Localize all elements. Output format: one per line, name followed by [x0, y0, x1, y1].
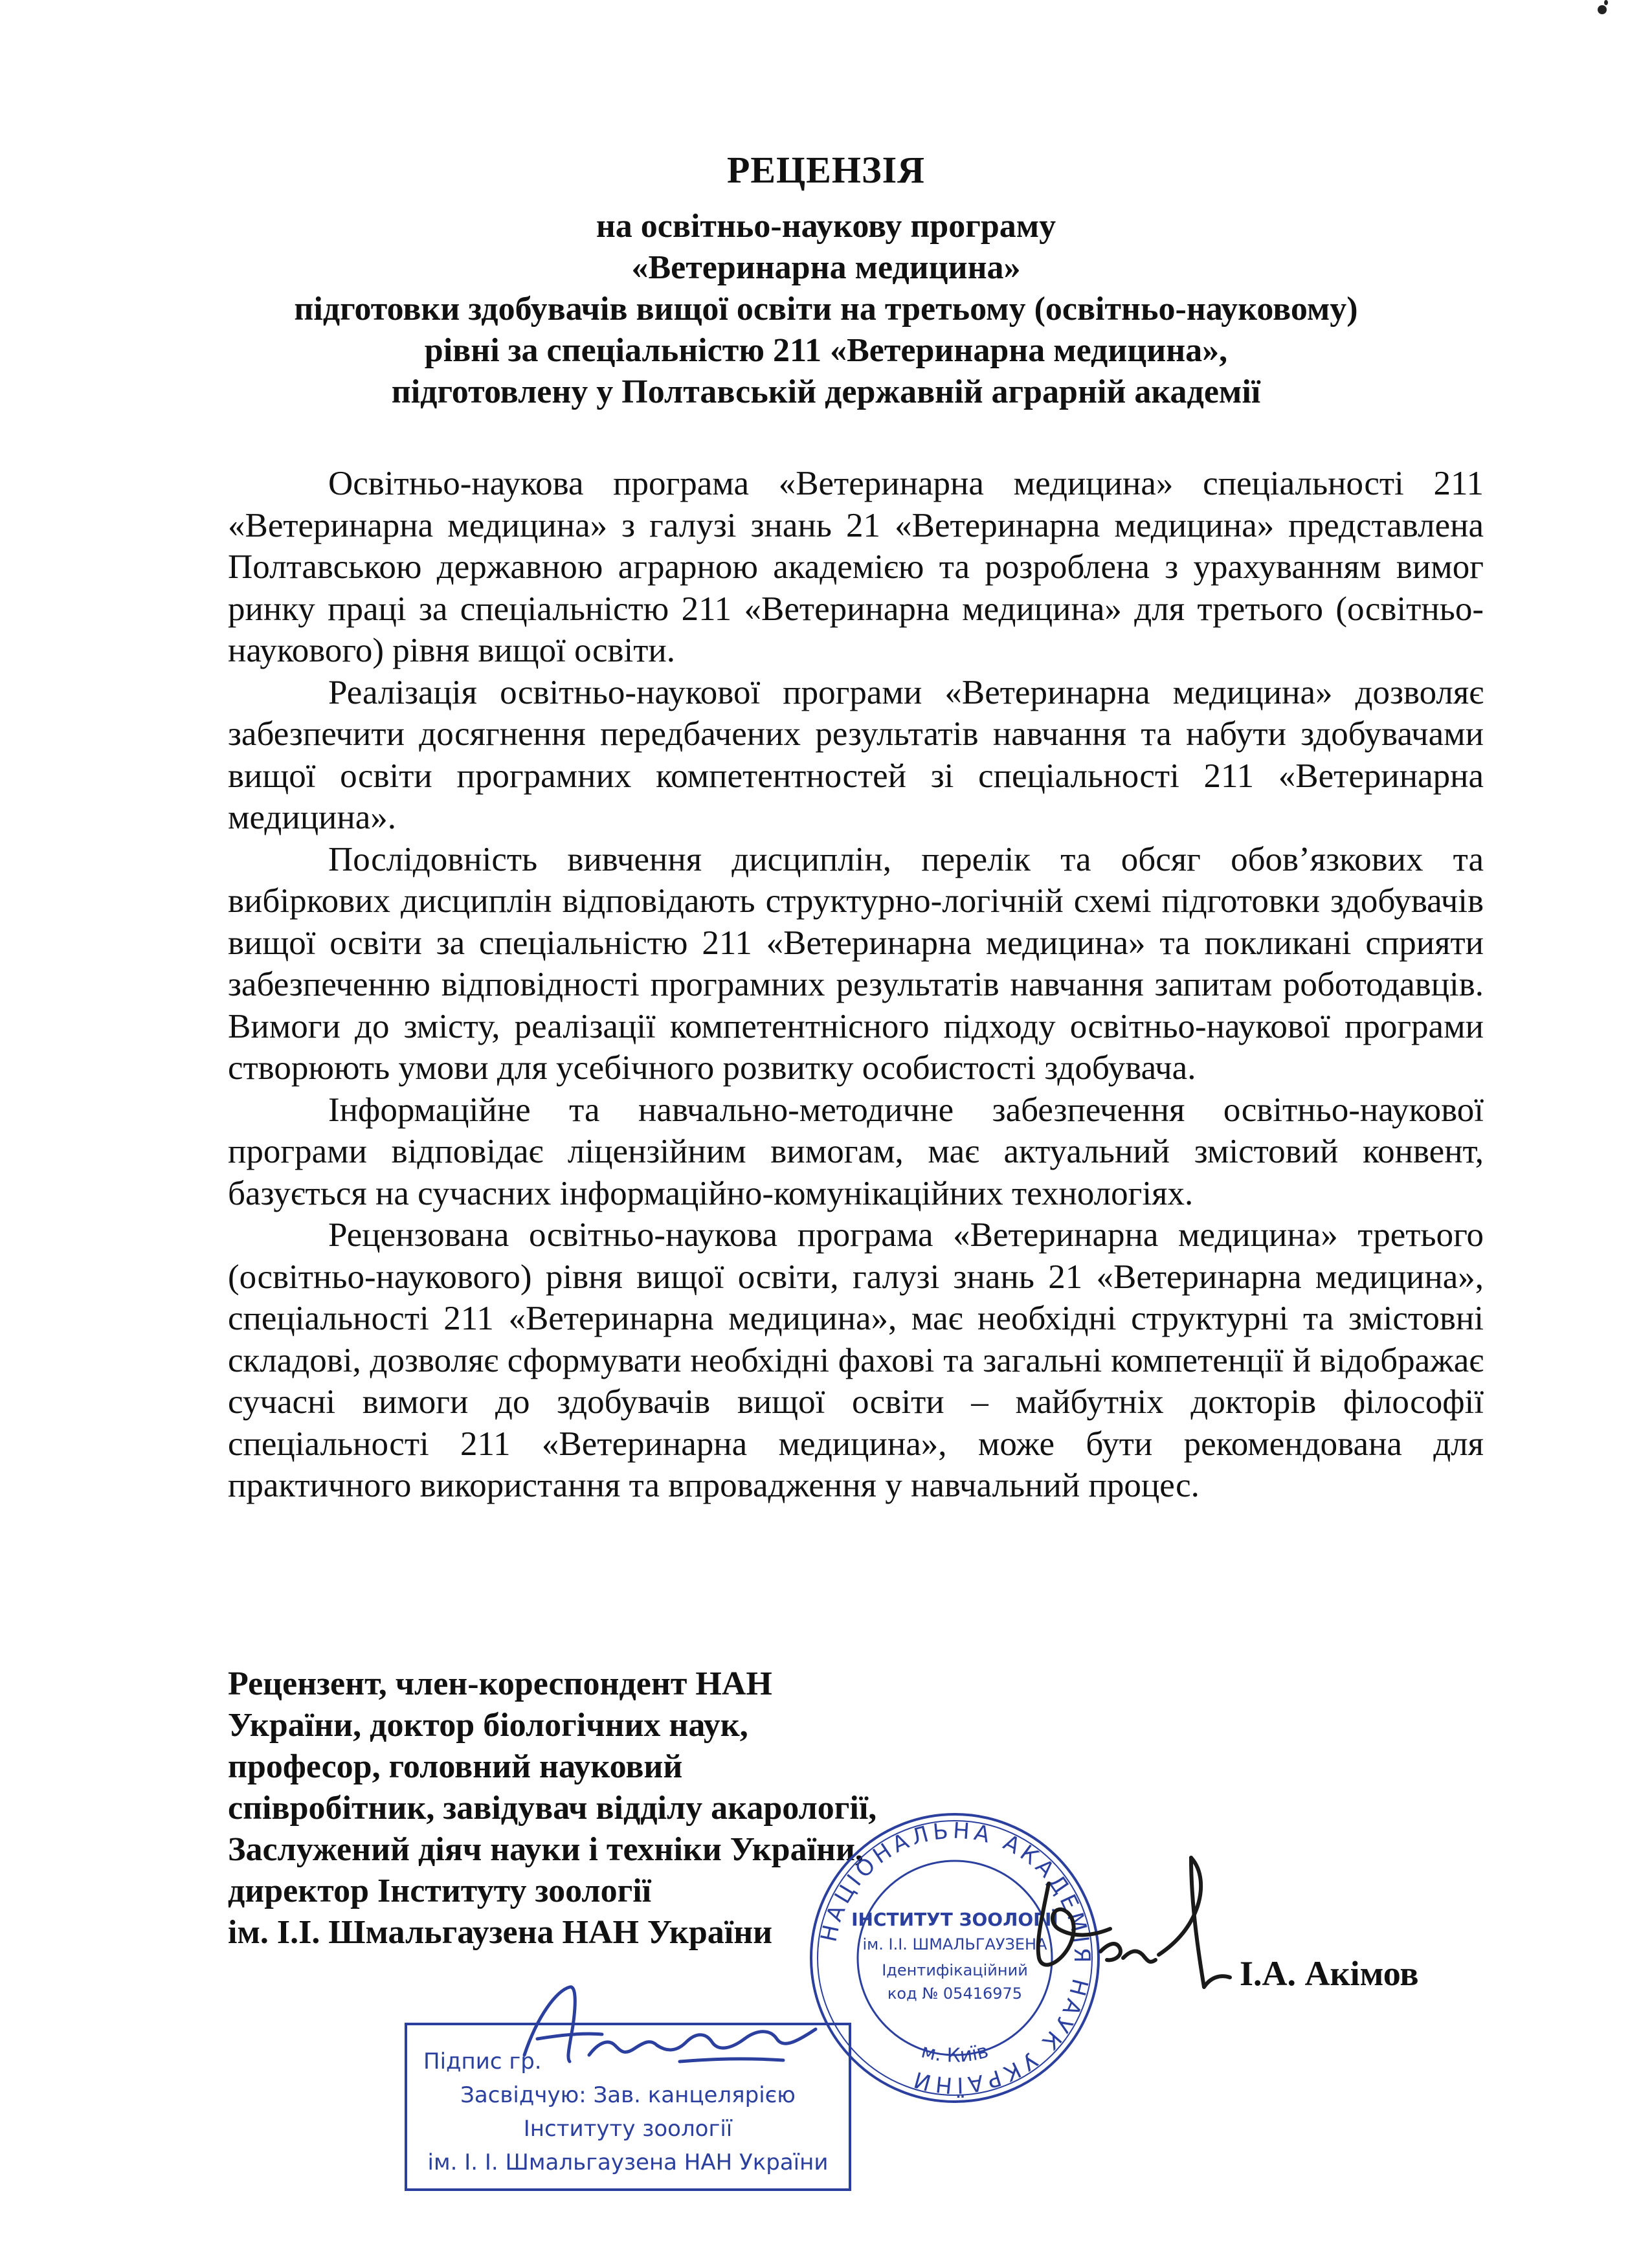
- document-title: РЕЦЕНЗІЯ: [726, 149, 926, 191]
- stamp-line: Підпис гр.: [423, 2049, 542, 2074]
- subtitle-line: підготовлену у Полтавській державній аграрній академії: [391, 373, 1261, 410]
- stamp-line: ім. І. І. Шмальгаузена НАН України: [427, 2150, 829, 2175]
- seal-inner-line: ІНСТИТУТ ЗООЛОГІЇ: [851, 1909, 1058, 1930]
- reviewer-line: Заслужений діяч науки і техніки України,: [228, 1831, 864, 1868]
- reviewer-line: України, доктор біологічних наук,: [228, 1707, 748, 1744]
- seal-outer-text: НАЦІОНАЛЬНА АКАДЕМІЯ НАУК УКРАЇНИ: [816, 1818, 1095, 2098]
- body-paragraph: Інформаційне та навчально-методичне забезпечення освітньо-наукової програми відповідає ліцензійним вимогам, має актуальний змістовий конвент, базується на сучасних інформаційно-комунікаційних технологіях.: [228, 1091, 1484, 1212]
- stamp-signature: [511, 1977, 848, 2087]
- reviewer-line: директор Інституту зоології: [228, 1873, 652, 1909]
- subtitle-line: на освітньо-наукову програму: [596, 208, 1056, 245]
- reviewer-line: Рецензент, член-кореспондент НАН: [228, 1665, 772, 1702]
- reviewer-line: співробітник, завідувач відділу акарології,: [228, 1790, 877, 1827]
- handwritten-signature: [997, 1845, 1269, 2007]
- reviewer-line: професор, головний науковий: [228, 1748, 683, 1785]
- scan-speck: [1598, 5, 1607, 14]
- stamp-line: Засвідчую: Зав. канцелярією: [460, 2082, 796, 2108]
- body-paragraph: Освітньо-наукова програма «Ветеринарна медицина» спеціальності 211 «Ветеринарна медицина» з галузі знань 21 «Ветеринарна медицина» представлена Полтавською державною аграрною академією та розроблена з урахуванням вимог ринку праці за спеціальністю 211 «Ветеринарна медицина» для третього (освітньо-наукового) рівня вищої освіти.: [228, 465, 1484, 669]
- scan-speck: [1604, 0, 1608, 5]
- seal-inner-line: Ідентифікаційний: [882, 1961, 1028, 1979]
- subtitle-line: рівні за спеціальністю 211 «Ветеринарна медицина»,: [424, 332, 1228, 369]
- body-paragraph: Послідовність вивчення дисциплін, перелік та обсяг обов’язкових та вибіркових дисциплін відповідають структурно-логічній схемі підготовки здобувачів вищої освіти за спеціальністю 211 «Ветеринарна медицина» та покликані сприяти забезпеченню відповідності програмних результатів навчання запитам роботодавців. Вимоги до змісту, реалізації компетентнісного підходу освітньо-наукової програми створюють умови для усебічного розвитку особистості здобувача.: [228, 840, 1484, 1087]
- body-paragraph: Реалізація освітньо-наукової програми «Ветеринарна медицина» дозволяє забезпечити досягнення передбачених результатів навчання та набути здобувачами вищої освіти програмних компетентностей зі спеціальності 211 «Ветеринарна медицина».: [228, 673, 1484, 836]
- seal-inner-line: код № 05416975: [887, 1984, 1023, 2003]
- seal-inner-line: ім. І.І. ШМАЛЬГАУЗЕНА: [862, 1935, 1047, 1953]
- subtitle-line: «Ветеринарна медицина»: [631, 249, 1021, 286]
- seal-bottom-text: м. Київ: [919, 2040, 991, 2067]
- document-subtitle: [194, 206, 1458, 413]
- stamp-line: Інституту зоології: [523, 2116, 733, 2142]
- document-body: [228, 463, 1484, 1507]
- subtitle-line: підготовки здобувачів вищої освіти на третьому (освітньо-науковому): [294, 291, 1358, 328]
- signatory-name: І.А. Акімов: [1240, 1954, 1419, 1993]
- body-paragraph: Рецензована освітньо-наукова програма «Ветеринарна медицина» третього (освітньо-наукового) рівня вищої освіти, галузі знань 21 «Ветеринарна медицина», спеціальності 211 «Ветеринарна медицина», має необхідні структурні та змістовні складові, дозволяє сформувати необхідні фахові та загальні компетенції й відображає сучасні вимоги до здобувачів вищої освіти – майбутніх докторів філософії спеціальності 211 «Ветеринарна медицина», може бути рекомендована для практичного використання та впровадження у навчальний процес.: [228, 1216, 1484, 1504]
- reviewer-line: ім. І.І. Шмальгаузена НАН України: [228, 1914, 773, 1951]
